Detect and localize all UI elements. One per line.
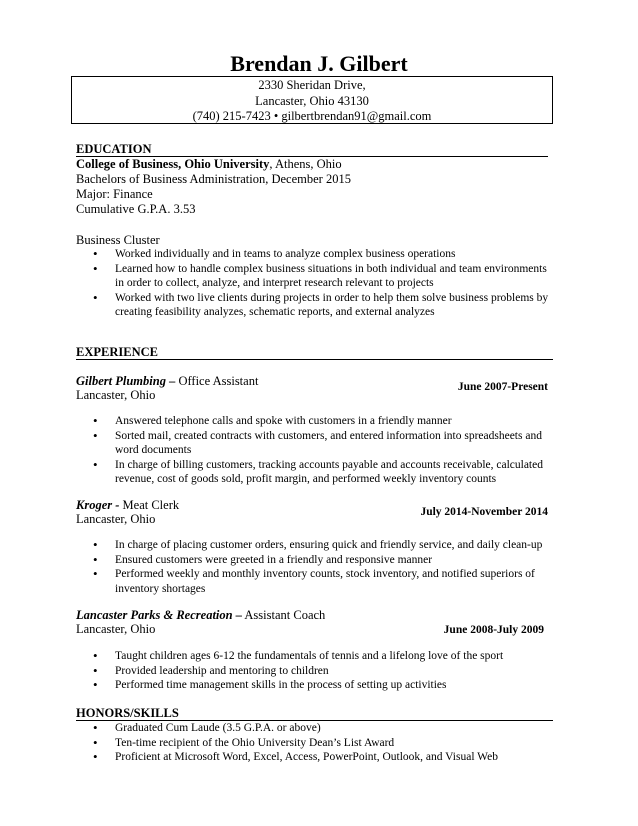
- list-item: • Graduated Cum Laude (3.5 G.P.A. or above): [76, 721, 556, 736]
- address-line-2: Lancaster, Ohio 43130: [255, 93, 369, 108]
- experience-heading: EXPERIENCE: [76, 345, 158, 359]
- major-line: Major: Finance: [76, 187, 153, 201]
- employer-name: Kroger -: [76, 498, 120, 512]
- list-item: • Performed time management skills in the process of setting up activities: [76, 678, 556, 693]
- job-dates: July 2014-November 2014: [420, 506, 548, 518]
- gpa-line: Cumulative G.P.A. 3.53: [76, 202, 196, 216]
- list-item: • Answered telephone calls and spoke with customers in a friendly manner: [76, 414, 556, 429]
- employer-name: Lancaster Parks & Recreation –: [76, 608, 242, 622]
- school-name: College of Business, Ohio University: [76, 157, 270, 171]
- list-item: • In charge of billing customers, tracking accounts payable and accounts receivable, calculated revenue, cost of goods sold, profit margin, and performed weekly inventory counts: [76, 458, 556, 487]
- candidate-name: Brendan J. Gilbert: [230, 51, 408, 76]
- cluster-title: Business Cluster: [76, 233, 160, 247]
- job-dates: June 2008-July 2009: [443, 624, 544, 636]
- job-title-line: [76, 608, 325, 623]
- list-item: • Worked with two live clients during projects in order to help them solve business problems by creating feasibility analyzes, schematic reports, and external analyzes: [76, 291, 556, 320]
- cluster-list: [76, 247, 556, 320]
- employer-name: Gilbert Plumbing –: [76, 374, 176, 388]
- job-dates: June 2007-Present: [457, 381, 548, 393]
- contact-box: [71, 76, 553, 124]
- education-heading: EDUCATION: [76, 142, 152, 156]
- job-location: Lancaster, Ohio: [76, 388, 156, 402]
- honors-heading: HONORS/SKILLS: [76, 706, 179, 720]
- list-item: • Proficient at Microsoft Word, Excel, Access, PowerPoint, Outlook, and Visual Web: [76, 750, 556, 765]
- job-title: Office Assistant: [175, 374, 259, 388]
- list-item: • Worked individually and in teams to analyze complex business operations: [76, 247, 556, 262]
- honors-list: [76, 721, 556, 765]
- list-item: • Learned how to handle complex business situations in both individual and team environments in order to collect, analyze, and interpret research relevant to projects: [76, 262, 556, 291]
- list-item: • Ensured customers were greeted in a friendly and responsive manner: [76, 553, 556, 568]
- list-item: • In charge of placing customer orders, ensuring quick and friendly service, and daily clean-up: [76, 538, 556, 553]
- school-line: [76, 157, 342, 172]
- degree-line: Bachelors of Business Administration, December 2015: [76, 172, 351, 186]
- job-title: Assistant Coach: [241, 608, 326, 622]
- experience-rule: [76, 359, 553, 360]
- phone-email-line: (740) 215-7423 • gilbertbrendan91@gmail.com: [192, 109, 432, 123]
- job-title-line: [76, 498, 179, 513]
- job-duties-list: [76, 649, 556, 693]
- list-item: • Sorted mail, created contracts with customers, and entered information into spreadsheets and word documents: [76, 429, 556, 458]
- address-line-1: 2330 Sheridan Drive,: [258, 78, 366, 92]
- job-title-line: [76, 374, 258, 389]
- school-location: , Athens, Ohio: [269, 157, 342, 171]
- list-item: • Ten-time recipient of the Ohio University Dean’s List Award: [76, 736, 556, 751]
- job-duties-list: [76, 414, 556, 487]
- job-duties-list: [76, 538, 556, 596]
- job-location: Lancaster, Ohio: [76, 622, 156, 636]
- list-item: • Taught children ages 6-12 the fundamentals of tennis and a lifelong love of the sport: [76, 649, 556, 664]
- list-item: • Provided leadership and mentoring to children: [76, 664, 556, 679]
- job-title: Meat Clerk: [119, 498, 180, 512]
- list-item: • Performed weekly and monthly inventory counts, stock inventory, and notified superiors of inventory shortages: [76, 567, 556, 596]
- job-location: Lancaster, Ohio: [76, 512, 156, 526]
